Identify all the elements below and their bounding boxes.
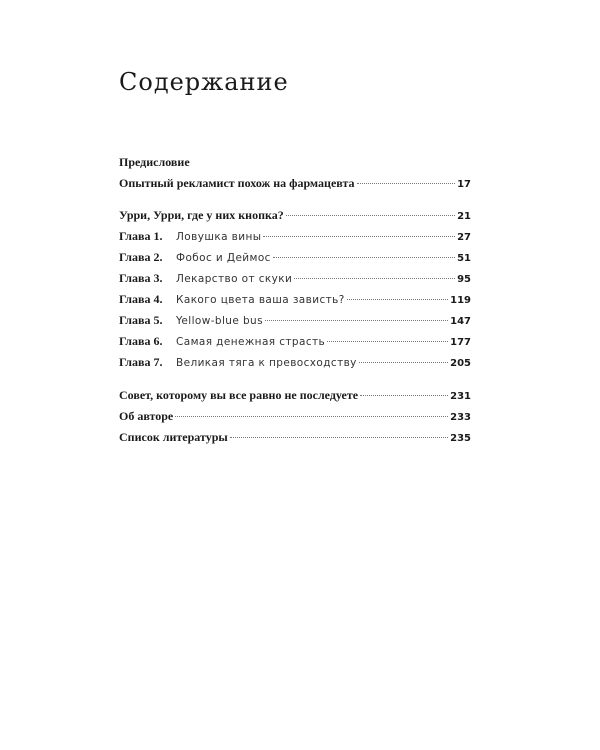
toc-entry[interactable] xyxy=(119,205,471,226)
chapter-title: Великая тяга к превосходству xyxy=(176,357,357,369)
toc-page-number: 17 xyxy=(457,179,471,190)
chapter-label: Глава 6. xyxy=(119,334,163,348)
toc-entry[interactable] xyxy=(119,427,471,448)
dot-leader xyxy=(263,236,455,237)
toc-entry[interactable] xyxy=(119,406,471,427)
toc-entry-title: Об авторе xyxy=(119,409,174,423)
dot-leader xyxy=(230,437,448,438)
toc-entry-title: Опытный рекламист похож на фармацевта xyxy=(119,176,355,190)
toc-page-number: 95 xyxy=(457,274,471,285)
toc-chapter[interactable] xyxy=(119,247,471,268)
toc-chapter[interactable] xyxy=(119,289,471,310)
toc-page-number: 233 xyxy=(450,412,471,423)
dot-leader xyxy=(357,183,456,184)
toc-entry-title: Список литературы xyxy=(119,430,228,444)
toc-chapter[interactable] xyxy=(119,331,471,352)
dot-leader xyxy=(360,395,448,396)
dot-leader xyxy=(294,278,455,279)
dot-leader xyxy=(175,416,448,417)
toc-page-number: 51 xyxy=(457,253,471,264)
toc-page-number: 205 xyxy=(450,358,471,369)
dot-leader xyxy=(273,257,455,258)
dot-leader xyxy=(327,341,448,342)
dot-leader xyxy=(347,299,448,300)
chapter-title: Самая денежная страсть xyxy=(176,336,326,348)
dot-leader xyxy=(359,362,448,363)
chapter-title: Лекарство от скуки xyxy=(176,273,293,285)
toc-chapter[interactable] xyxy=(119,352,471,373)
toc-page-number: 177 xyxy=(450,337,471,348)
chapter-title: Ловушка вины xyxy=(176,231,262,243)
chapter-label: Глава 5. xyxy=(119,313,163,327)
toc-page-number: 147 xyxy=(450,316,471,327)
toc-chapter[interactable] xyxy=(119,268,471,289)
page-title: Содержание xyxy=(119,68,289,96)
toc-page-number: 27 xyxy=(457,232,471,243)
dot-leader xyxy=(286,215,455,216)
chapter-label: Глава 4. xyxy=(119,292,163,306)
chapter-title: Какого цвета ваша зависть? xyxy=(176,294,345,306)
toc-entry-title: Совет, которому вы все равно не последуете xyxy=(119,388,359,402)
toc-section-label: Предисловие xyxy=(119,155,190,169)
toc-page-number: 119 xyxy=(450,295,471,306)
toc-page-number: 235 xyxy=(450,433,471,444)
toc-entry[interactable] xyxy=(119,385,471,406)
table-of-contents xyxy=(119,152,471,448)
chapter-title: Фобос и Деймос xyxy=(176,252,271,264)
chapter-label: Глава 7. xyxy=(119,355,163,369)
toc-chapter[interactable] xyxy=(119,226,471,247)
chapter-title: Yellow-blue bus xyxy=(176,315,263,327)
dot-leader xyxy=(265,320,448,321)
toc-entry-title: Урри, Урри, где у них кнопка? xyxy=(119,208,284,222)
toc-page-number: 231 xyxy=(450,391,471,402)
toc-chapter[interactable] xyxy=(119,310,471,331)
chapter-label: Глава 2. xyxy=(119,250,163,264)
toc-entry[interactable] xyxy=(119,173,471,194)
toc-page-number: 21 xyxy=(457,211,471,222)
toc-section-preface xyxy=(119,152,471,173)
chapter-label: Глава 1. xyxy=(119,229,163,243)
chapter-label: Глава 3. xyxy=(119,271,163,285)
